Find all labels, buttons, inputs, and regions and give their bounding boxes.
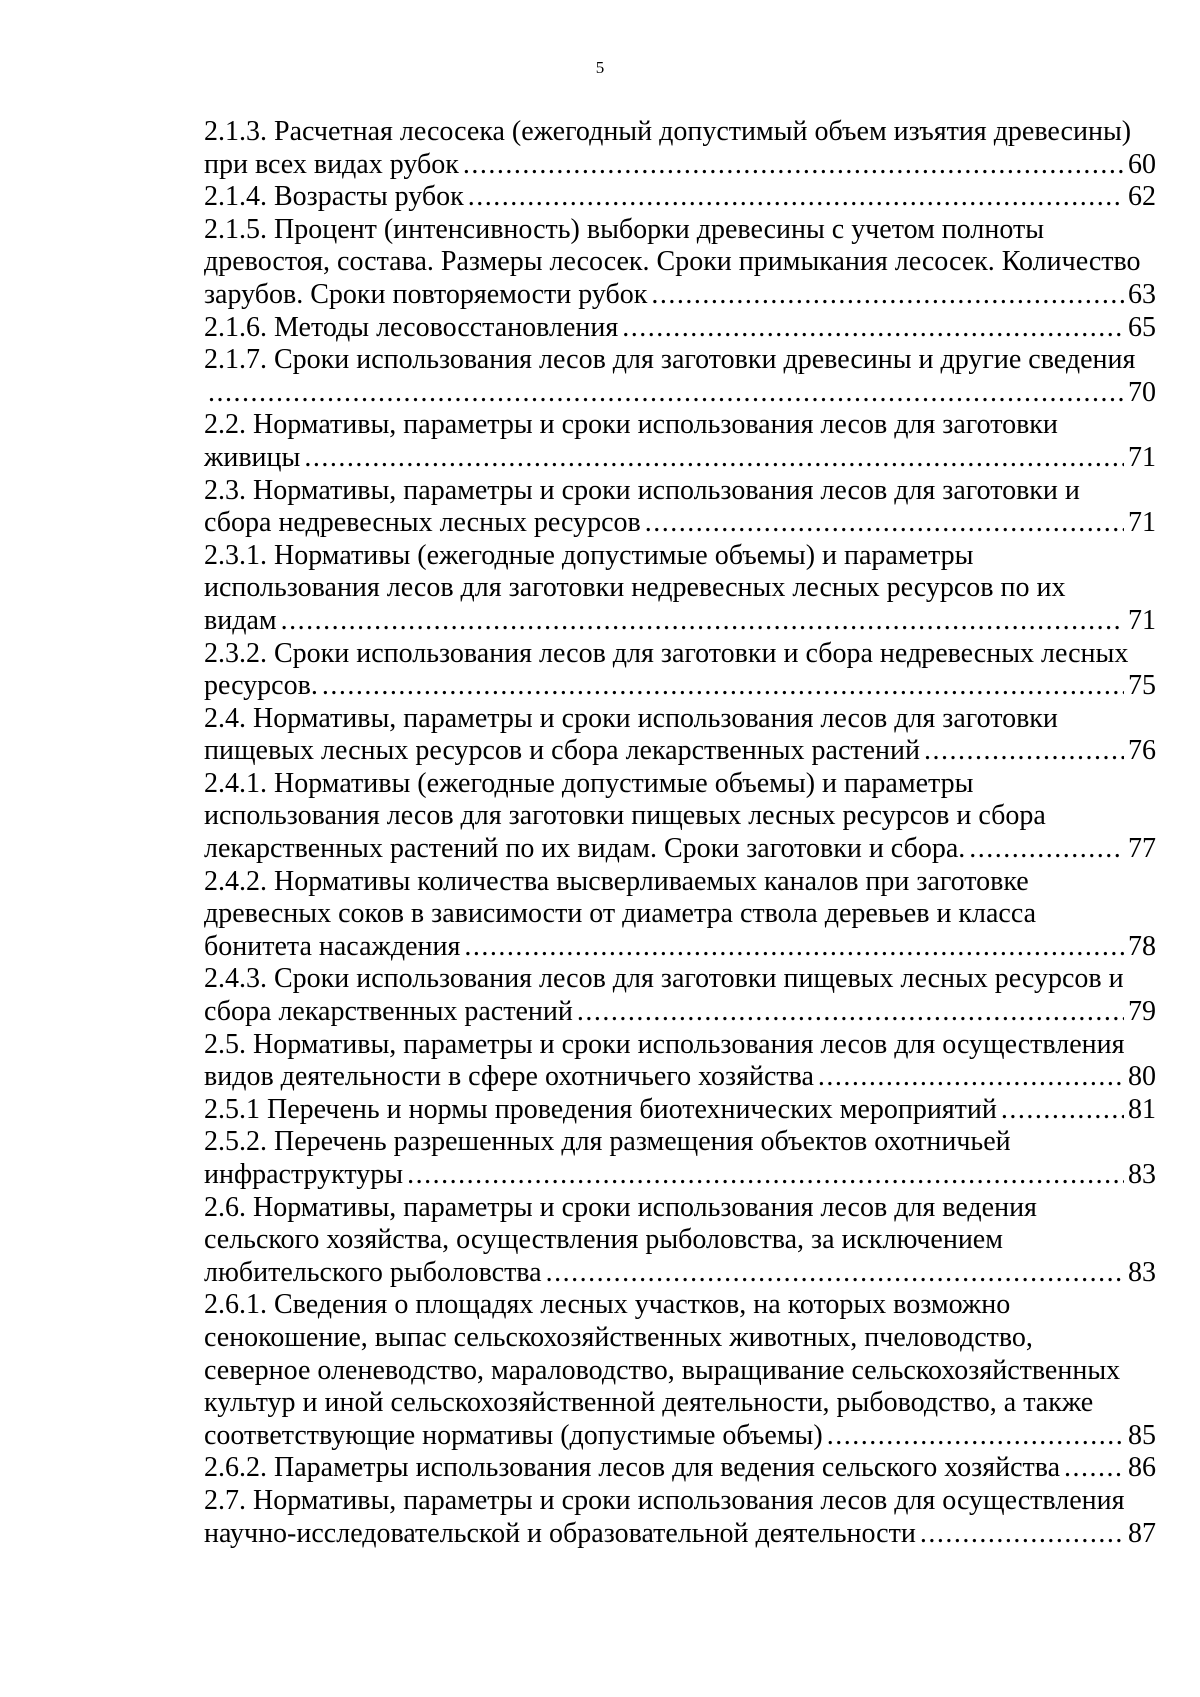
dot-leader: [622, 312, 1124, 345]
toc-page-number: 71: [1128, 441, 1156, 473]
toc-entry-title: сбора недревесных лесных ресурсов: [204, 507, 641, 539]
toc-entry-last-line: [204, 735, 1156, 768]
dot-leader: [546, 1257, 1124, 1290]
toc-entry-line: 2.7. Нормативы, параметры и сроки использования лесов для осуществления: [204, 1484, 1125, 1516]
page-number: 5: [595, 58, 605, 77]
toc-entry-last-line: [204, 833, 1156, 866]
toc-entry-last-line: [204, 996, 1156, 1029]
toc-entry[interactable]: [204, 214, 1156, 312]
toc-entry-title: сбора лекарственных растений: [204, 996, 573, 1028]
toc-page-number: 80: [1128, 1061, 1156, 1093]
toc-entry-line: 2.4.2. Нормативы количества высверливаемых каналов при заготовке: [204, 865, 1029, 897]
toc-entry-last-line: [204, 279, 1156, 312]
toc-page-number: 63: [1128, 278, 1156, 310]
toc-entry-line: сенокошение, выпас сельскохозяйственных животных, пчеловодство,: [204, 1321, 1033, 1353]
toc-entry[interactable]: [204, 1192, 1156, 1290]
toc-page-number: 81: [1128, 1093, 1156, 1125]
toc-entry-line: использования лесов для заготовки пищевых лесных ресурсов и сбора: [204, 800, 1046, 832]
dot-leader: [645, 507, 1124, 540]
toc-entry-title: видов деятельности в сфере охотничьего хозяйства: [204, 1061, 814, 1093]
dot-leader: [463, 149, 1124, 182]
toc-entry-line: древесных соков в зависимости от диаметра ствола деревьев и класса: [204, 898, 1037, 930]
toc-entry-last-line: [204, 149, 1156, 182]
toc-entry-title: инфраструктуры: [204, 1159, 404, 1190]
toc-entry-last-line: [204, 312, 1156, 345]
toc-entry-last-line: [204, 605, 1156, 638]
toc-entry-last-line: [204, 1159, 1156, 1192]
toc-page-number: 85: [1128, 1419, 1156, 1451]
toc-entry-title: любительского рыболовства: [204, 1256, 542, 1288]
toc-entry-last-line: [204, 1452, 1156, 1485]
toc-entry-title: зарубов. Сроки повторяемости рубок: [204, 278, 648, 310]
toc-entry[interactable]: [204, 1029, 1156, 1094]
toc-page-number: 71: [1128, 604, 1156, 636]
toc-entry-line: 2.6. Нормативы, параметры и сроки использования лесов для ведения: [204, 1191, 1037, 1223]
toc-entry-title: 2.1.6. Методы лесовосстановления: [204, 311, 619, 343]
toc-page-number: 78: [1128, 930, 1156, 962]
toc-entry[interactable]: [204, 638, 1156, 703]
toc-page-number: 76: [1128, 735, 1156, 767]
dot-leader: [651, 279, 1124, 312]
toc-entry-title: 2.6.2. Параметры использования лесов для ведения сельского хозяйства: [204, 1452, 1061, 1484]
toc-entry-title: пищевых лесных ресурсов и сбора лекарственных растений: [204, 735, 920, 767]
toc-entry[interactable]: [204, 703, 1156, 768]
dot-leader: [827, 1420, 1124, 1453]
toc-page-number: 87: [1128, 1517, 1156, 1549]
toc-page-number: 86: [1128, 1452, 1156, 1484]
dot-leader: [208, 377, 1124, 410]
toc-page-number: 79: [1128, 996, 1156, 1028]
toc-entry-title: живицы: [204, 441, 301, 473]
toc-entry-line: 2.2. Нормативы, параметры и сроки использования лесов для заготовки: [204, 409, 1058, 441]
toc-entry-line: 2.3.1. Нормативы (ежегодные допустимые объемы) и параметры: [204, 539, 974, 571]
toc-entry-last-line: [204, 377, 1156, 410]
toc-entry[interactable]: [204, 344, 1156, 409]
toc-entry-title: лекарственных растений по их видам. Сроки заготовки и сбора.: [204, 833, 966, 865]
toc-entry[interactable]: [204, 116, 1156, 181]
toc-page-number: 60: [1128, 148, 1156, 180]
toc-entry-title: ресурсов.: [204, 670, 318, 702]
dot-leader: [920, 1518, 1124, 1551]
toc-page-number: 62: [1128, 181, 1156, 213]
dot-leader: [322, 670, 1124, 703]
toc-page-number: 65: [1128, 311, 1156, 343]
dot-leader: [281, 605, 1124, 638]
toc-entry-line: северное оленеводство, мараловодство, выращивание сельскохозяйственных: [204, 1354, 1121, 1386]
toc-entry-title: 2.5.1 Перечень и нормы проведения биотехнических мероприятий: [204, 1093, 997, 1125]
toc-entry-line: сельского хозяйства, осуществления рыболовства, за исключением: [204, 1224, 1003, 1256]
toc-entry-line: 2.5. Нормативы, параметры и сроки использования лесов для осуществления: [204, 1028, 1125, 1060]
toc-entry-title: видам: [204, 604, 277, 636]
toc-entry-line: 2.4.1. Нормативы (ежегодные допустимые объемы) и параметры: [204, 767, 974, 799]
dot-leader: [468, 181, 1124, 214]
toc-entry[interactable]: [204, 1485, 1156, 1550]
toc-entry[interactable]: [204, 1126, 1156, 1191]
toc-entry[interactable]: [204, 1452, 1156, 1485]
toc-entry[interactable]: [204, 540, 1156, 638]
toc-page-number: 75: [1128, 670, 1156, 702]
toc-entry-title: 2.1.4. Возрасты рубок: [204, 181, 464, 213]
toc-entry[interactable]: [204, 181, 1156, 214]
dot-leader: [407, 1159, 1124, 1192]
toc-entry-line: 2.1.3. Расчетная лесосека (ежегодный допустимый объем изъятия древесины): [204, 116, 1132, 147]
toc-entry-line: 2.4.3. Сроки использования лесов для заготовки пищевых лесных ресурсов и: [204, 963, 1124, 995]
toc-entry[interactable]: [204, 409, 1156, 474]
toc-entry-line: 2.4. Нормативы, параметры и сроки использования лесов для заготовки: [204, 702, 1058, 734]
toc-page-number: 83: [1128, 1159, 1156, 1190]
table-of-contents: [204, 116, 1156, 1550]
dot-leader: [464, 931, 1124, 964]
toc-entry[interactable]: [204, 312, 1156, 345]
toc-entry[interactable]: [204, 866, 1156, 964]
dot-leader: [924, 735, 1124, 768]
dot-leader: [1001, 1094, 1124, 1127]
toc-page-number: 77: [1128, 833, 1156, 865]
toc-entry-last-line: [204, 181, 1156, 214]
toc-entry-line: 2.6.1. Сведения о площадях лесных участков, на которых возможно: [204, 1289, 1011, 1321]
toc-entry-last-line: [204, 931, 1156, 964]
toc-entry[interactable]: [204, 1094, 1156, 1127]
toc-entry[interactable]: [204, 475, 1156, 540]
toc-page-number: 71: [1128, 507, 1156, 539]
toc-entry-last-line: [204, 1518, 1156, 1551]
toc-entry-line: 2.3. Нормативы, параметры и сроки использования лесов для заготовки и: [204, 474, 1080, 506]
toc-page-number: 83: [1128, 1256, 1156, 1288]
toc-entry-last-line: [204, 442, 1156, 475]
toc-entry-title: при всех видах рубок: [204, 148, 459, 180]
toc-entry[interactable]: [204, 768, 1156, 866]
toc-entry-last-line: [204, 1094, 1156, 1127]
toc-entry-line: древостоя, состава. Размеры лесосек. Сроки примыкания лесосек. Количество: [204, 246, 1141, 278]
toc-entry-title: бонитета насаждения: [204, 930, 461, 962]
toc-entry-line: 2.3.2. Сроки использования лесов для заготовки и сбора недревесных лесных: [204, 637, 1129, 669]
toc-entry-line: использования лесов для заготовки недревесных лесных ресурсов по их: [204, 572, 1066, 604]
toc-entry-last-line: [204, 507, 1156, 540]
toc-entry[interactable]: [204, 1289, 1156, 1452]
dot-leader: [1064, 1452, 1124, 1485]
toc-entry-last-line: [204, 670, 1156, 703]
toc-entry-line: 2.1.5. Процент (интенсивность) выборки древесины с учетом полноты: [204, 213, 1045, 245]
toc-entry-line: 2.5.2. Перечень разрешенных для размещения объектов охотничьей: [204, 1126, 1011, 1158]
toc-entry-last-line: [204, 1257, 1156, 1290]
toc-entry-line: культур и иной сельскохозяйственной деятельности, рыбоводство, а также: [204, 1387, 1094, 1419]
dot-leader: [304, 442, 1124, 475]
toc-entry-last-line: [204, 1061, 1156, 1094]
toc-page-number: 70: [1128, 376, 1156, 408]
toc-entry-last-line: [204, 1420, 1156, 1453]
dot-leader: [577, 996, 1124, 1029]
toc-entry-line: 2.1.7. Сроки использования лесов для заготовки древесины и другие сведения: [204, 344, 1136, 376]
toc-entry-title: научно-исследовательской и образовательной деятельности: [204, 1517, 916, 1549]
toc-entry[interactable]: [204, 963, 1156, 1028]
dot-leader: [969, 833, 1124, 866]
toc-entry-title: соответствующие нормативы (допустимые объемы): [204, 1419, 823, 1451]
dot-leader: [818, 1061, 1124, 1094]
